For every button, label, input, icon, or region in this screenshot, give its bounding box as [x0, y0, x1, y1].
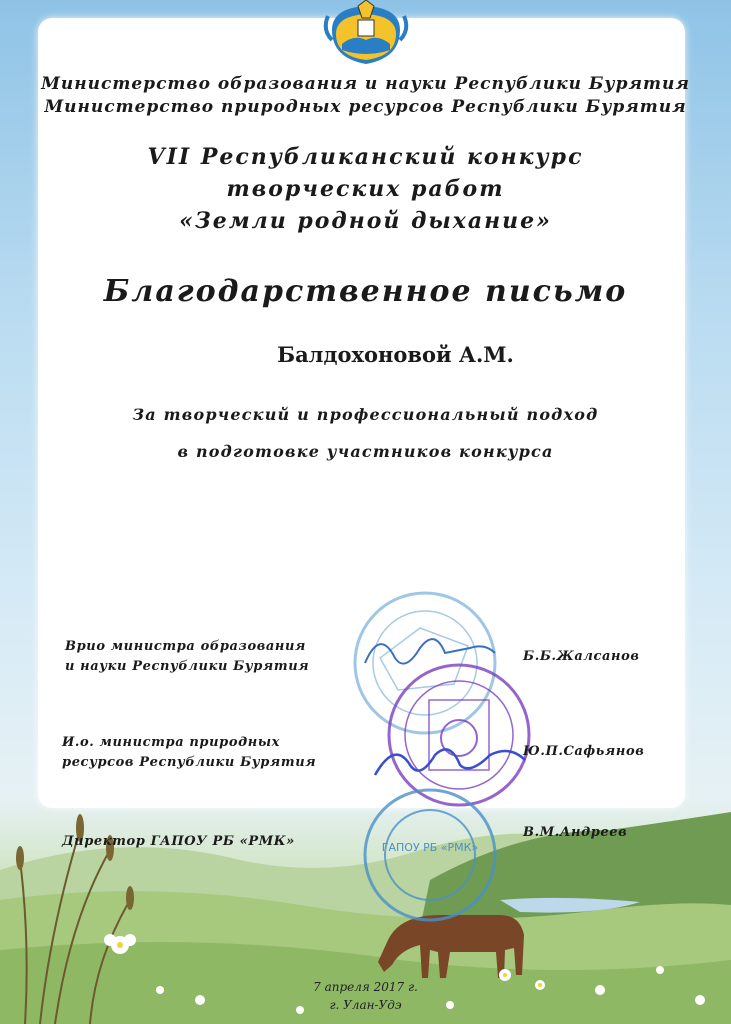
signatory-3-name: В.М.Андреев: [523, 825, 628, 840]
stamp-rmk-text: ГАПОУ РБ «РМК»: [381, 841, 479, 854]
ministry-education-line: Министерство образования и науки Республики Бурятия: [41, 74, 690, 94]
signatory-3-position: Директор ГАПОУ РБ «РМК»: [62, 834, 295, 849]
contest-line-3: «Земли родной дыхание»: [179, 208, 552, 234]
recipient-name: Балдохоновой А.М.: [277, 342, 514, 367]
signatory-2-position: И.о. министра природных ресурсов Республики Бурятия: [62, 735, 317, 770]
document-title: Благодарственное письмо: [103, 274, 628, 309]
signature-2: [370, 735, 530, 785]
signatory-1-name: Б.Б.Жалсанов: [523, 649, 640, 664]
contest-line-2: творческих работ: [226, 176, 505, 202]
ministry-nature-line: Министерство природных ресурсов Республики Бурятия: [44, 97, 687, 117]
stamp-rmk: [360, 785, 500, 925]
issue-city: г. Улан-Удэ: [329, 998, 402, 1012]
issue-date: 7 апреля 2017 г.: [313, 980, 418, 994]
signature-1: [360, 618, 500, 678]
reason-line-1: За творческий и профессиональный подход: [132, 405, 599, 424]
signatory-2-name: Ю.П.Сафьянов: [523, 744, 645, 759]
contest-line-1: VII Республиканский конкурс: [147, 144, 584, 170]
reason-line-2: в подготовке участников конкурса: [177, 442, 554, 461]
buryatia-emblem: [322, 0, 410, 68]
signatory-1-position: Врио министра образования и науки Республики Бурятия: [65, 639, 310, 674]
